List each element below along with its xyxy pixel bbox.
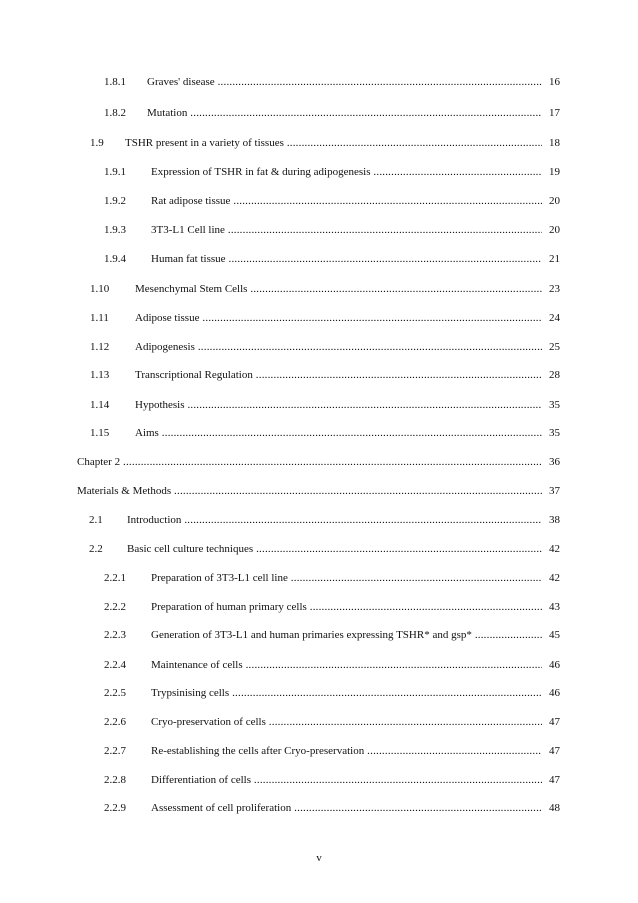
toc-page-number: 37 [548,482,560,500]
toc-page-number: 17 [548,104,560,122]
toc-entry[interactable] [0,656,638,674]
toc-entry[interactable] [0,511,638,529]
toc-title: Aims ..... [135,427,542,439]
toc-page-number: 25 [548,338,560,356]
toc-entry[interactable] [0,396,638,414]
toc-title: Mutation ..... [147,107,542,119]
toc-entry[interactable] [0,771,638,789]
toc-title: Trypsinising cells ..... [151,687,542,699]
toc-entry[interactable] [0,134,638,152]
toc-entry[interactable] [0,73,638,91]
toc-number: 1.12 [90,341,110,353]
toc-number: 2.2.9 [104,802,126,814]
toc-entry[interactable] [0,192,638,210]
toc-entry[interactable] [0,598,638,616]
toc-number: 1.9.3 [104,224,126,236]
toc-entry[interactable] [0,569,638,587]
toc-entry[interactable] [0,250,638,268]
toc-page-number: 21 [548,250,560,268]
toc-title: Differentiation of cells ..... [151,774,542,786]
toc-page-number: 18 [548,134,560,152]
toc-entry[interactable] [0,799,638,817]
toc-title: Preparation of human primary cells ..... [151,601,542,613]
toc-number: 1.8.2 [104,107,126,119]
toc-number: 2.2.5 [104,687,126,699]
toc-number: 1.9.2 [104,195,126,207]
toc-page-number: 42 [548,569,560,587]
toc-entry[interactable] [0,280,638,298]
toc-title: Generation of 3T3-L1 and human primaries expressing TSHR* and gsp* ..... [151,629,542,641]
toc-number: 2.2.4 [104,659,126,671]
toc-entry[interactable] [0,309,638,327]
toc-entry[interactable] [0,163,638,181]
toc-title: Chapter 2 ..... [77,456,542,468]
toc-page-number: 38 [548,511,560,529]
toc-page-number: 47 [548,713,560,731]
toc-page-number: 45 [548,626,560,644]
toc-title: 3T3-L1 Cell line ..... [151,224,542,236]
toc-number: 1.9.1 [104,166,126,178]
toc-title: Graves' disease ..... [147,76,542,88]
page-footer-number: v [316,852,322,864]
toc-page-number: 20 [548,192,560,210]
toc-number: 1.9 [90,137,104,149]
toc-page-number: 48 [548,799,560,817]
toc-title: Assessment of cell proliferation ..... [151,802,542,814]
toc-title: Human fat tissue ..... [151,253,542,265]
toc-page-number: 42 [548,540,560,558]
toc-page-number: 46 [548,656,560,674]
toc-title: Expression of TSHR in fat & during adipogenesis ..... [151,166,542,178]
toc-number: 2.2.7 [104,745,126,757]
toc-title: Transcriptional Regulation ..... [135,369,542,381]
toc-page-number: 23 [548,280,560,298]
toc-number: 2.2.1 [104,572,126,584]
toc-number: 1.14 [90,399,110,411]
toc-title: Basic cell culture techniques ..... [127,543,542,555]
toc-title: Introduction ..... [127,514,542,526]
toc-entry[interactable] [0,424,638,442]
toc-entry[interactable] [0,626,638,644]
toc-entry[interactable] [0,684,638,702]
toc-entry[interactable] [0,742,638,760]
toc-entry[interactable] [0,104,638,122]
toc-title: Cryo-preservation of cells ..... [151,716,542,728]
toc-title: Hypothesis ..... [135,399,542,411]
toc-number: 2.2.6 [104,716,126,728]
toc-page-number: 47 [548,771,560,789]
toc-title: Adipogenesis ..... [135,341,542,353]
toc-title: Materials & Methods ..... [77,485,542,497]
toc-number: 2.2 [89,543,103,555]
toc-number: 2.2.8 [104,774,126,786]
toc-title: TSHR present in a variety of tissues ..... [125,137,542,149]
toc-entry[interactable] [0,221,638,239]
toc-title: Re-establishing the cells after Cryo-preservation ..... [151,745,542,757]
toc-number: 1.8.1 [104,76,126,88]
toc-page-number: 46 [548,684,560,702]
toc-title: Maintenance of cells ..... [151,659,542,671]
toc-title: Adipose tissue ..... [135,312,542,324]
toc-page-number: 20 [548,221,560,239]
toc-page-number: 28 [548,366,560,384]
toc-page-number: 16 [548,73,560,91]
toc-page-number: 43 [548,598,560,616]
toc-number: 1.13 [90,369,110,381]
toc-number: 2.1 [89,514,103,526]
toc-title: Mesenchymal Stem Cells ..... [135,283,542,295]
toc-entry[interactable] [0,713,638,731]
toc-page-number: 35 [548,396,560,414]
toc-number: 1.10 [90,283,110,295]
toc-page-number: 24 [548,309,560,327]
toc-number: 1.11 [90,312,109,324]
toc-number: 2.2.3 [104,629,126,641]
toc-entry[interactable] [0,540,638,558]
toc-number: 1.9.4 [104,253,126,265]
toc-title: Preparation of 3T3-L1 cell line ..... [151,572,542,584]
toc-entry[interactable] [0,338,638,356]
toc-page-number: 19 [548,163,560,181]
toc-page-number: 36 [548,453,560,471]
toc-page-number: 35 [548,424,560,442]
toc-title: Rat adipose tissue ..... [151,195,542,207]
toc-entry[interactable] [0,482,638,500]
toc-entry[interactable] [0,366,638,384]
toc-page-number: 47 [548,742,560,760]
toc-number: 1.15 [90,427,110,439]
toc-entry[interactable] [0,453,638,471]
toc-number: 2.2.2 [104,601,126,613]
